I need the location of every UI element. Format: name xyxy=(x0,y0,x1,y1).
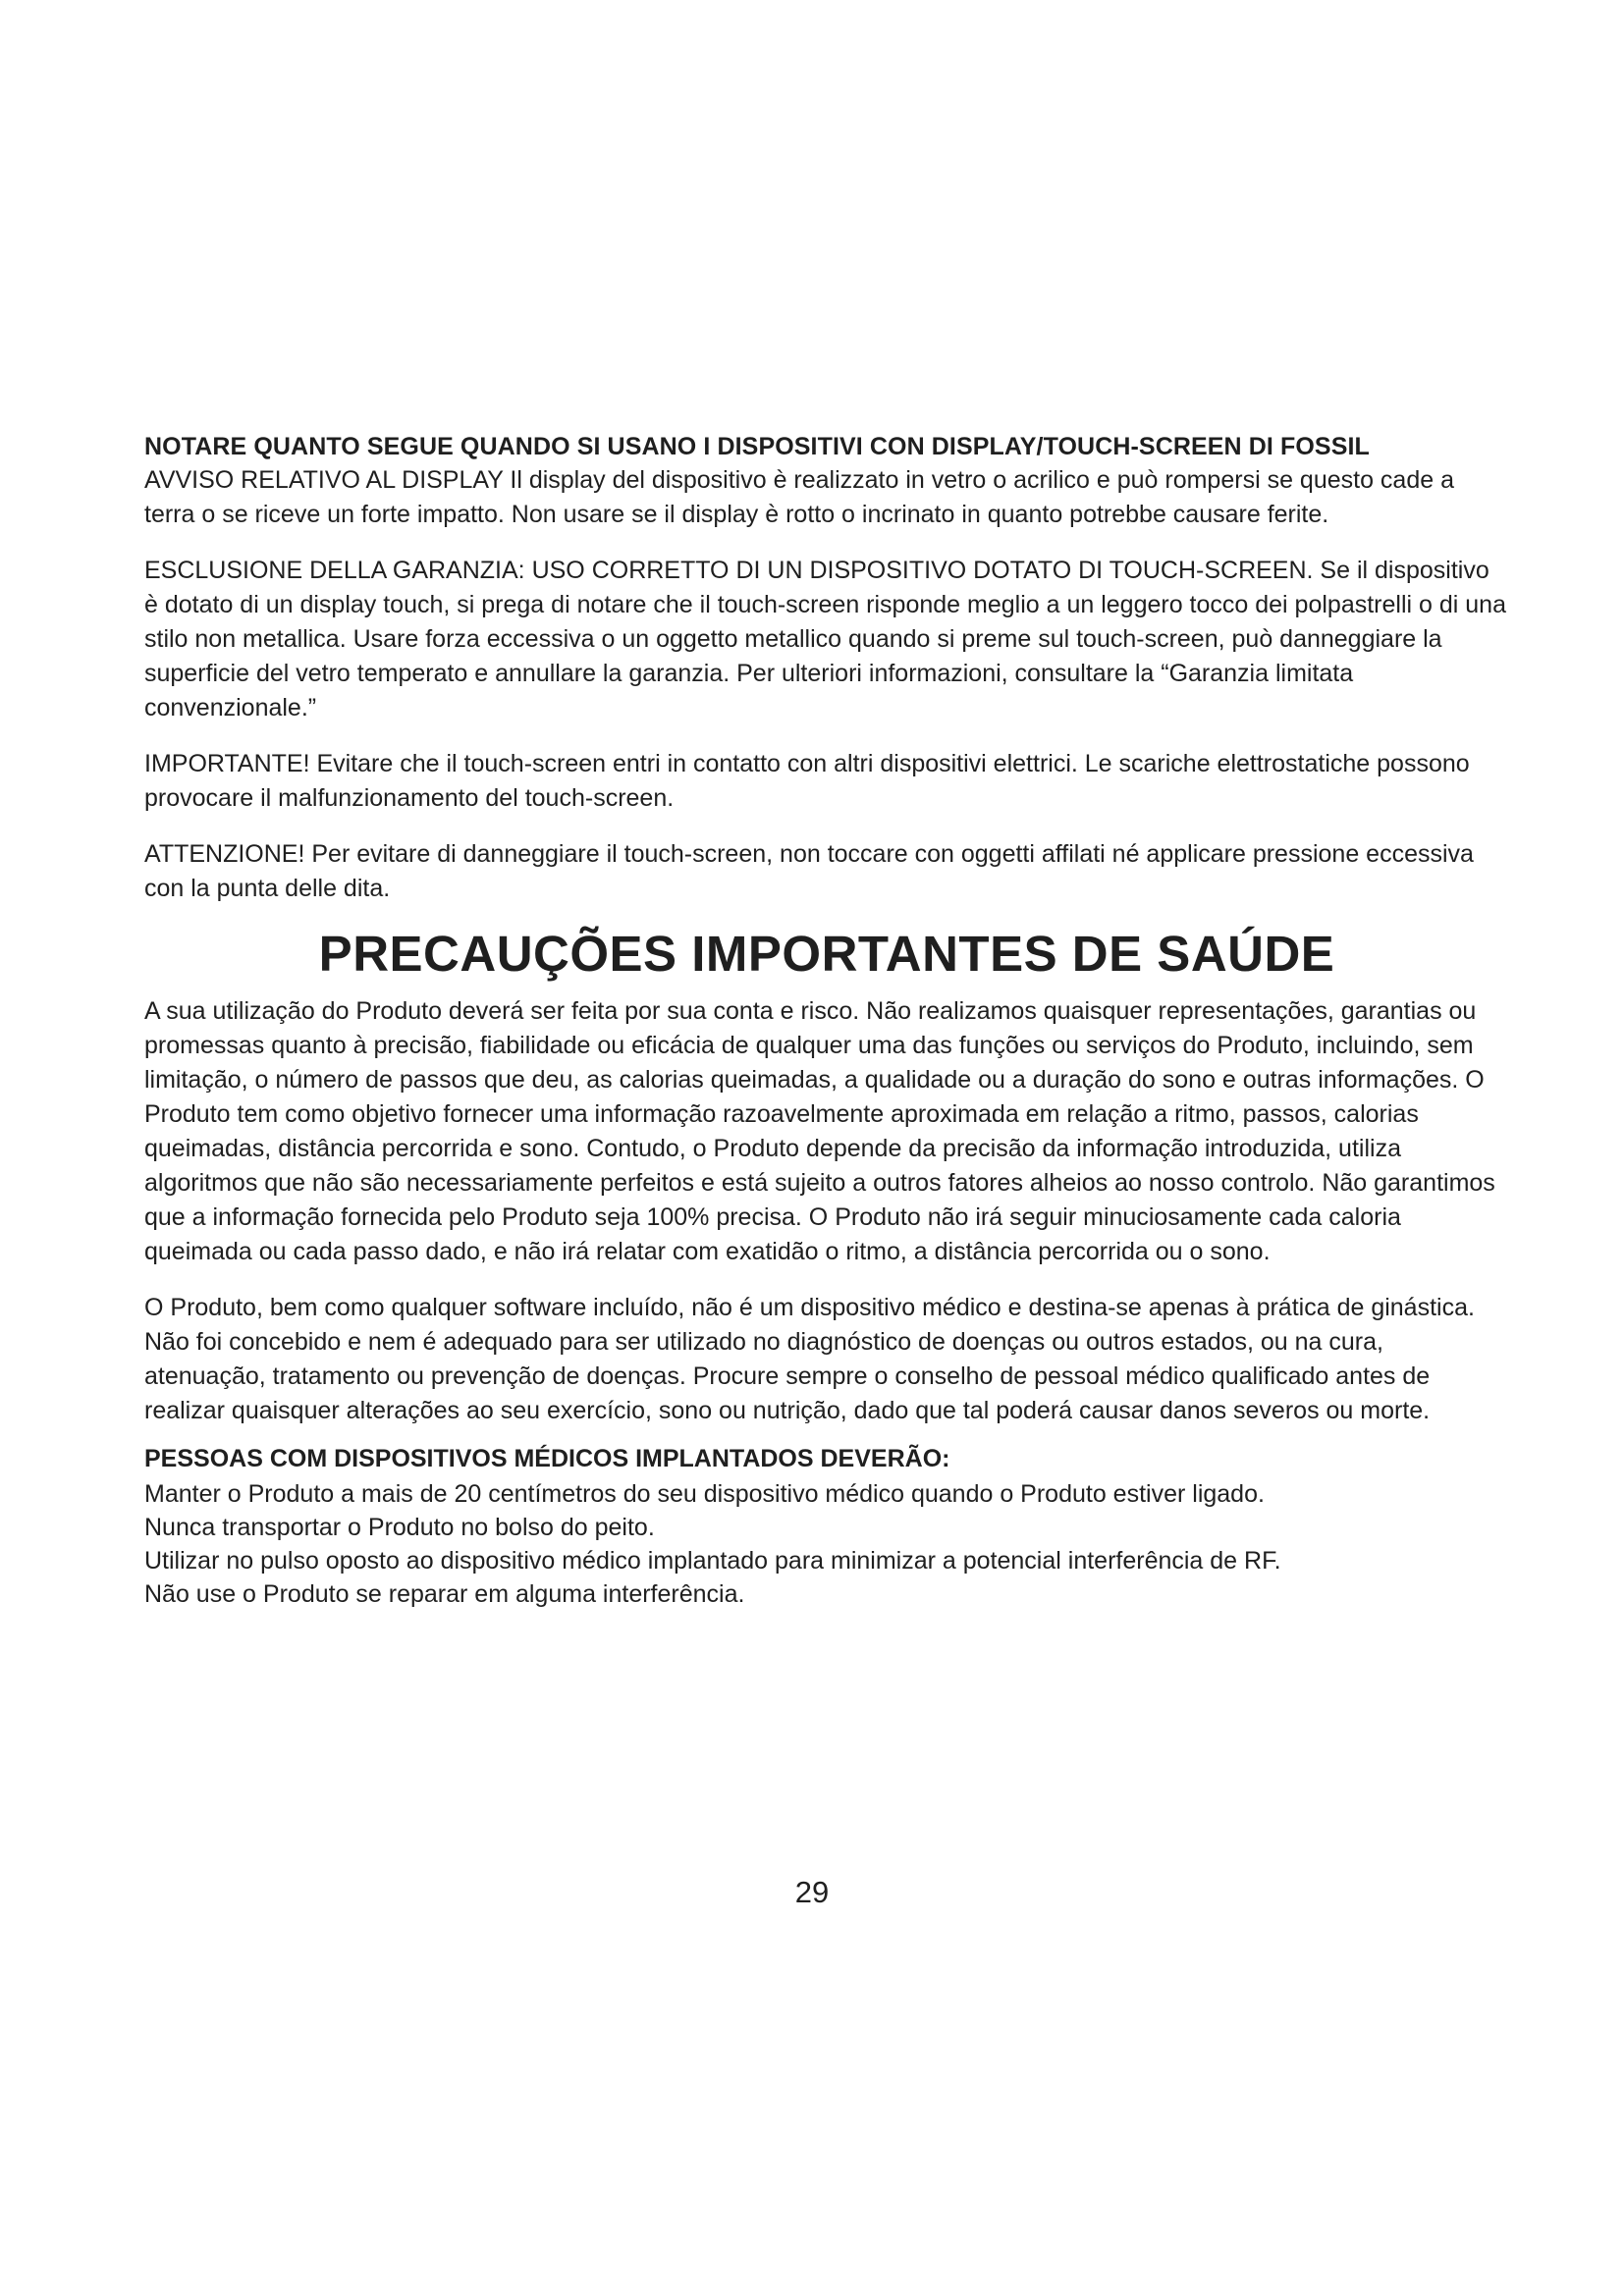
page-number: 29 xyxy=(794,1875,830,1909)
implant-line: Utilizar no pulso oposto ao dispositivo médico implantado para minimizar a potencial interferência de RF. xyxy=(144,1547,1281,1575)
display-notice-paragraph: AVVISO RELATIVO AL DISPLAY Il display del dispositivo è realizzato in vetro o acrilico e può rompersi se questo cade a terra o se riceve un forte impatto. Non usare se il display è rotto o incrinato in quanto potrebbe causare ferite. xyxy=(144,466,1454,528)
italian-section-title: NOTARE QUANTO SEGUE QUANDO SI USANO I DISPOSITIVI CON DISPLAY/TOUCH-SCREEN DI FOSSIL xyxy=(144,433,1370,460)
important-paragraph: IMPORTANTE! Evitare che il touch-screen entri in contatto con altri dispositivi elettrici. Le scariche elettrostatiche possono provocare il malfunzionamento del touch-screen. xyxy=(144,750,1470,812)
implant-line: Não use o Produto se reparar em alguma interferência. xyxy=(144,1580,745,1608)
implanted-devices-heading: PESSOAS COM DISPOSITIVOS MÉDICOS IMPLANTADOS DEVERÃO: xyxy=(144,1445,950,1472)
implant-line: Manter o Produto a mais de 20 centímetros do seu dispositivo médico quando o Produto estiver ligado. xyxy=(144,1480,1265,1508)
implanted-devices-list xyxy=(144,1477,1509,1611)
medical-device-disclaimer-paragraph: O Produto, bem como qualquer software incluído, não é um dispositivo médico e destina-se apenas à prática de ginástica. Não foi concebido e nem é adequado para ser utilizado no diagnóstico de doenças ou outros estados, ou na cura, atenuação, tratamento ou prevenção de doenças. Procure sempre o conselho de pessoal médico qualificado antes de realizar quaisquer alterações ao seu exercício, sono ou nutrição, dado que tal poderá causar danos severos ou morte. xyxy=(144,1294,1475,1424)
page-content xyxy=(144,430,1509,1611)
attention-paragraph: ATTENZIONE! Per evitare di danneggiare il touch-screen, non toccare con oggetti affilati né applicare pressione eccessiva con la punta delle dita. xyxy=(144,840,1474,902)
warranty-exclusion-paragraph: ESCLUSIONE DELLA GARANZIA: USO CORRETTO DI UN DISPOSITIVO DOTATO DI TOUCH-SCREEN. Se il dispositivo è dotato di un display touch, si prega di notare che il touch-screen risponde meglio a un leggero tocco dei polpastrelli o di una stilo non metallica. Usare forza eccessiva o un oggetto metallico quando si preme sul touch-screen, può danneggiare la superficie del vetro temperato e annullare la garanzia. Per ulteriori informazioni, consultare la “Garanzia limitata convenzionale.” xyxy=(144,557,1506,721)
health-precautions-title: PRECAUÇÕES IMPORTANTES DE SAÚDE xyxy=(318,926,1335,982)
implant-line: Nunca transportar o Produto no bolso do peito. xyxy=(144,1514,655,1541)
usage-risk-paragraph: A sua utilização do Produto deverá ser feita por sua conta e risco. Não realizamos quaisquer representações, garantias ou promessas quanto à precisão, fiabilidade ou eficácia de qualquer uma das funções ou serviços do Produto, incluindo, sem limitação, o número de passos que deu, as calorias queimadas, a qualidade ou a duração do sono e outras informações. O Produto tem como objetivo fornecer uma informação razoavelmente aproximada em relação a ritmo, passos, calorias queimadas, distância percorrida e sono. Contudo, o Produto depende da precisão da informação introduzida, utiliza algoritmos que não são necessariamente perfeitos e está sujeito a outros fatores alheios ao nosso controlo. Não garantimos que a informação fornecida pelo Produto seja 100% precisa. O Produto não irá seguir minuciosamente cada caloria queimada ou cada passo dado, e não irá relatar com exatidão o ritmo, a distância percorrida ou o sono. xyxy=(144,997,1495,1265)
